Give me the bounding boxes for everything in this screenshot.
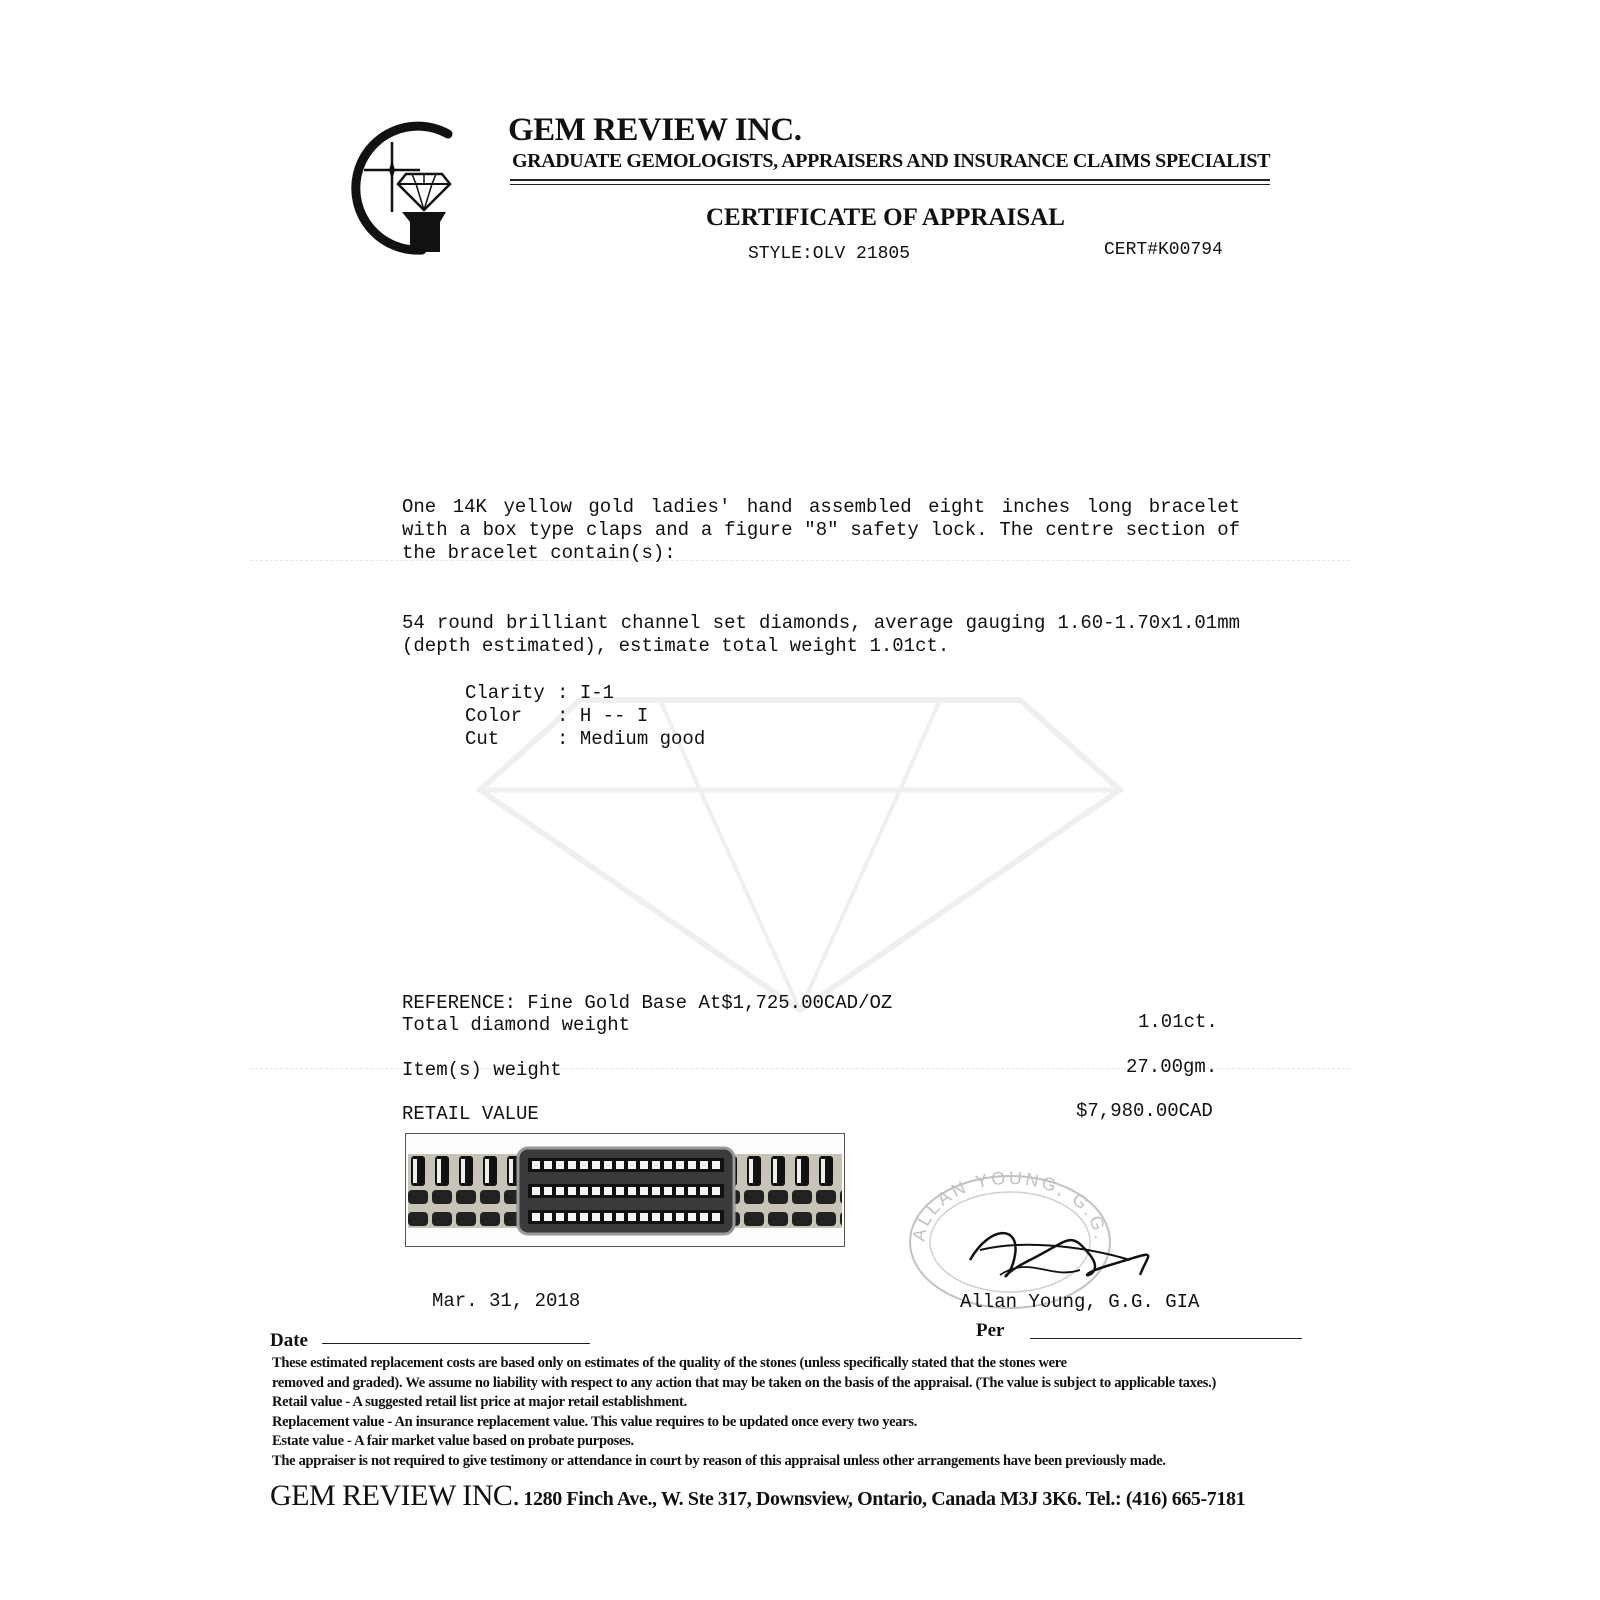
document-title: CERTIFICATE OF APPRAISAL xyxy=(706,204,1065,231)
item-weight-label: Item(s) weight xyxy=(402,1059,562,1081)
item-description: One 14K yellow gold ladies' hand assembled eight inches long bracelet with a box type claps and a figure "8" safety lock. The centre section of the bracelet contain(s): xyxy=(402,496,1240,564)
grade-color: Color : H -- I xyxy=(465,705,649,727)
per-signature-line xyxy=(1030,1338,1302,1339)
grade-cut: Cut : Medium good xyxy=(465,728,706,750)
gem-review-logo-icon xyxy=(336,112,466,262)
total-diamond-weight-value: 1.01ct. xyxy=(1138,1011,1218,1033)
header-divider xyxy=(510,179,1270,181)
diamond-icon xyxy=(398,174,450,210)
retail-value: $7,980.00CAD xyxy=(1076,1100,1213,1122)
date-label: Date xyxy=(270,1330,308,1351)
per-label: Per xyxy=(976,1320,1005,1341)
disclaimer-line: These estimated replacement costs are based only on estimates of the quality of the stones (unless specifically stated that the stones were xyxy=(272,1355,1067,1371)
disclaimer-line: Estate value - A fair market value based on probate purposes. xyxy=(272,1433,634,1449)
grade-clarity: Clarity : I-1 xyxy=(465,682,615,704)
bracelet-photo xyxy=(405,1133,845,1247)
diamond-description: 54 round brilliant channel set diamonds, average gauging 1.60-1.70x1.01mm (depth estimated), estimate total weight 1.01ct. xyxy=(402,612,1240,657)
style-number: STYLE:OLV 21805 xyxy=(748,244,911,264)
footer-company-name: GEM REVIEW INC. xyxy=(270,1479,520,1512)
item-weight-value: 27.00gm. xyxy=(1126,1056,1218,1078)
disclaimer-line: Replacement value - An insurance replacement value. This value requires to be updated once every two years. xyxy=(272,1413,918,1430)
certificate-number: CERT#K00794 xyxy=(1104,240,1223,260)
company-tagline: GRADUATE GEMOLOGISTS, APPRAISERS AND INSURANCE CLAIMS SPECIALIST xyxy=(512,150,1271,172)
company-name: GEM REVIEW INC. xyxy=(508,112,802,148)
svg-text:ALLAN YOUNG, G.G.: ALLAN YOUNG, G.G. xyxy=(908,1167,1112,1244)
appraisal-date: Mar. 31, 2018 xyxy=(432,1290,581,1312)
disclaimer-line: The appraiser is not required to give testimony or attendance in court by reason of this appraisal unless other arrangements have been previously made. xyxy=(272,1452,1166,1469)
retail-value-label: RETAIL VALUE xyxy=(402,1103,539,1125)
grades-list xyxy=(465,682,705,751)
total-diamond-weight-label: Total diamond weight xyxy=(402,1014,631,1036)
disclaimer-line: Retail value - A suggested retail list price at major retail establishment. xyxy=(272,1394,687,1410)
footer-address: 1280 Finch Ave., W. Ste 317, Downsview, Ontario, Canada M3J 3K6. Tel.: (416) 665-7181 xyxy=(523,1488,1246,1510)
appraiser-name: Allan Young, G.G. GIA xyxy=(960,1291,1200,1313)
disclaimer xyxy=(272,1354,1342,1471)
reference-line: REFERENCE: Fine Gold Base At$1,725.00CAD/OZ xyxy=(402,992,893,1014)
footer xyxy=(270,1479,1245,1513)
header-divider-thin xyxy=(510,184,1270,185)
disclaimer-line: removed and graded). We assume no liability with respect to any action that may be taken on the basis of the appraisal. (The value is subject to applicable taxes.) xyxy=(272,1374,1216,1391)
signature-scribble xyxy=(960,1220,1160,1290)
date-signature-line xyxy=(322,1343,590,1344)
